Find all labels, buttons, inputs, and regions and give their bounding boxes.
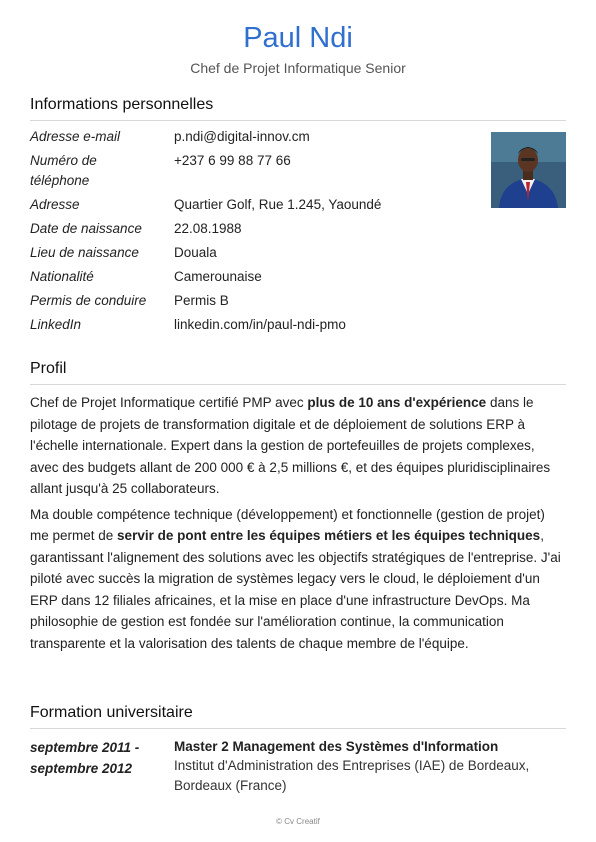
candidate-name: Paul Ndi: [243, 22, 353, 54]
license-value: Permis B: [174, 293, 229, 308]
birthdate-value: 22.08.1988: [174, 221, 242, 236]
education-school: Institut d'Administration des Entreprises (IAE) de Bordeaux, Bordeaux (France): [174, 758, 530, 793]
portrait-image: [491, 132, 566, 208]
section-title: Profil: [30, 360, 566, 385]
profile-section: [30, 360, 566, 658]
profile-photo: [491, 132, 566, 208]
info-label: LinkedIn: [30, 317, 82, 332]
profile-text: [30, 392, 566, 654]
section-title: Informations personnelles: [30, 96, 566, 121]
text-span: Chef de Projet Informatique certifié PMP avec: [30, 395, 308, 410]
info-row-linkedin: [30, 315, 566, 335]
info-row-address: [30, 195, 566, 215]
phone-value: +237 6 99 88 77 66: [174, 153, 291, 168]
education-date: septembre 2011 - septembre 2012: [30, 740, 140, 776]
info-row-email: [30, 127, 566, 147]
info-label: Numéro de téléphone: [30, 153, 97, 188]
text-span: , garantissant l'alignement des solutions avec les objectifs stratégiques de l'entreprise. J'ai piloté avec succès la migration de systèmes legacy vers le cloud, le déploiement d'un ERP dans 12 filiales africaines, et la mise en place d'une infrastructure DevOps. Ma philosophie de gestion est fondée sur l'amélioration continue, la communication transparente et la valorisation des talents de chaque membre de l'équipe.: [30, 528, 561, 651]
info-row-license: [30, 291, 566, 311]
highlight-text: plus de 10 ans d'expérience: [307, 395, 487, 410]
info-label: Nationalité: [30, 269, 94, 284]
personal-info-section: [30, 96, 566, 339]
nationality-value: Camerounaise: [174, 269, 262, 284]
info-label: Adresse e-mail: [30, 129, 121, 144]
email-value[interactable]: p.ndi@digital-innov.cm: [174, 129, 310, 144]
profile-paragraph-2: [30, 504, 566, 655]
education-details: [174, 737, 566, 796]
info-label: Date de naissance: [30, 221, 142, 236]
education-entry: [30, 737, 566, 796]
education-section: [30, 704, 566, 796]
info-label: Lieu de naissance: [30, 245, 139, 260]
text-span: dans le pilotage de projets de transformation digitale et de déploiement de solutions ERP à l'échelle internationale. Expert dans la gestion de portefeuilles de projets complexes, avec des budgets allant de 200 000 € à 2,5 millions €, et des équipes pluridisciplinaires allant jusqu'à 25 collaborateurs.: [30, 395, 551, 496]
linkedin-link[interactable]: linkedin.com/in/paul-ndi-pmo: [174, 317, 346, 332]
profile-paragraph-1: [30, 392, 566, 500]
footer-credit: © Cv Creatif: [276, 817, 320, 826]
info-row-nationality: [30, 267, 566, 287]
birthplace-value: Douala: [174, 245, 217, 260]
info-label: Adresse: [30, 197, 80, 212]
info-row-phone: [30, 151, 566, 191]
job-title: Chef de Projet Informatique Senior: [190, 60, 406, 76]
cv-header: [0, 0, 596, 76]
section-title: Formation universitaire: [30, 704, 566, 729]
info-row-birthdate: [30, 219, 566, 239]
education-degree: Master 2 Management des Systèmes d'Information: [174, 739, 499, 754]
info-row-birthplace: [30, 243, 566, 263]
text-span: Ma double compétence technique (développement) et fonctionnelle (gestion de projet) me permet de: [30, 506, 545, 543]
personal-info-table: [30, 127, 566, 335]
info-label: Permis de conduire: [30, 293, 147, 308]
address-value: Quartier Golf, Rue 1.245, Yaoundé: [174, 197, 382, 212]
highlight-text: servir de pont entre les équipes métiers et les équipes techniques: [117, 528, 541, 543]
